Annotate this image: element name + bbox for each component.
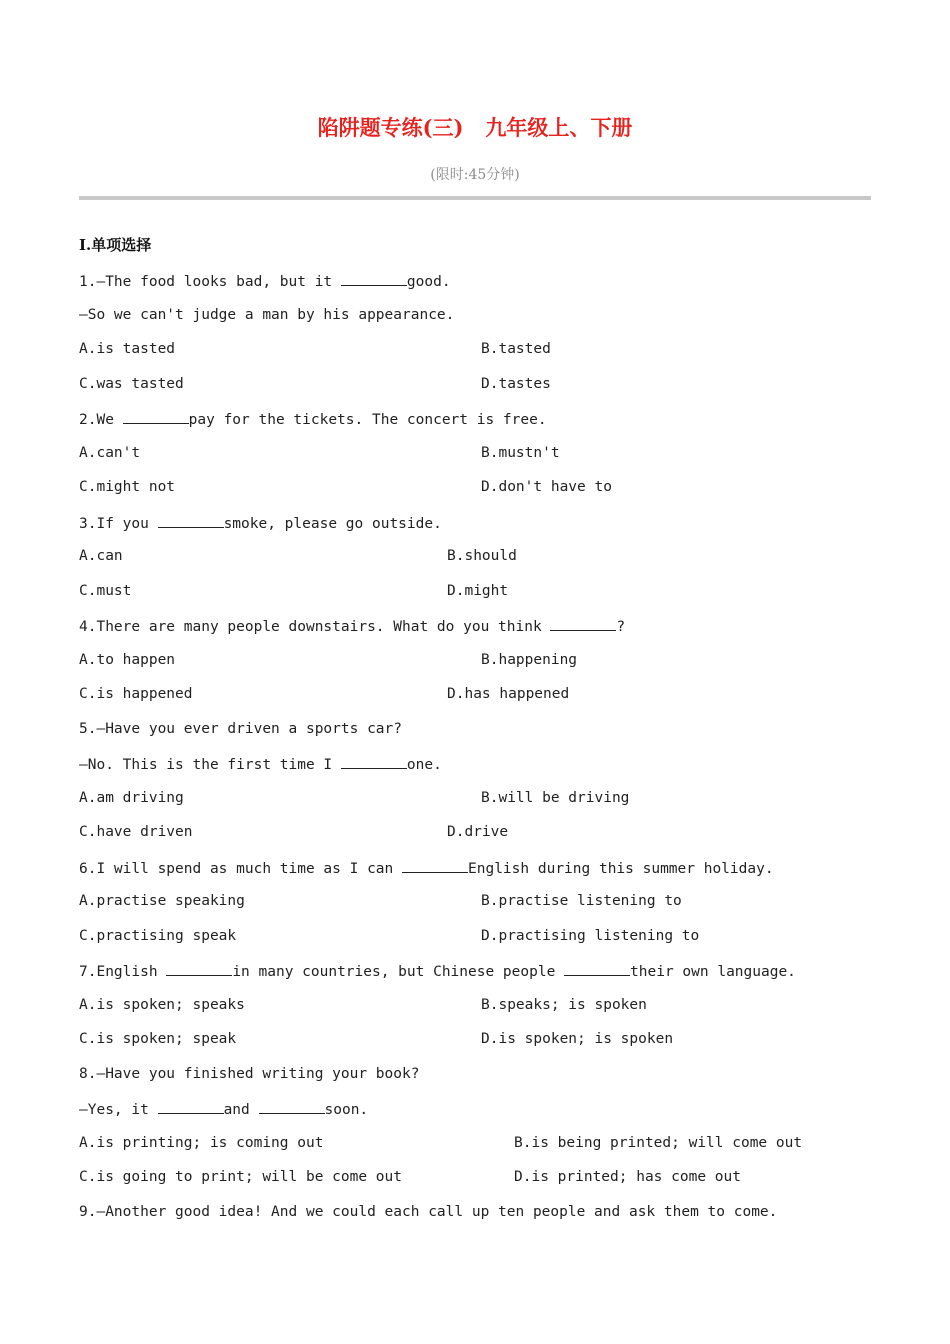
option-d[interactable]: D.practising listening to [481,927,700,944]
option-b[interactable]: B.practise listening to [481,893,682,909]
option-a[interactable]: A.to happen [79,651,176,668]
option-b[interactable]: B.happening [481,651,578,668]
page-title: 陷阱题专练(三) 九年级上、下册 [317,115,633,140]
option-c[interactable]: C.must [79,582,132,599]
answer-blank [259,1098,325,1114]
option-d[interactable]: D.tastes [481,375,551,392]
header-divider [79,196,871,200]
stem-text: soon. [324,1102,369,1118]
option-a[interactable]: A.is spoken; speaks [79,996,245,1013]
option-a[interactable]: A.practise speaking [79,893,245,909]
stem-text: ? [616,619,626,635]
question-stem-line [79,960,796,982]
stem-text: pay for the tickets. The concert is free. [188,412,547,428]
answer-blank [341,753,407,769]
answer-blank [123,408,189,424]
option-d[interactable]: D.is spoken; is spoken [481,1031,674,1047]
stem-text: 3.If you [79,515,158,532]
stem-text: 2.We [79,412,123,428]
stem-text: smoke, please go outside. [223,515,442,532]
stem-text: —No. This is the first time I [79,757,341,773]
question-stem-line [79,1064,419,1084]
option-b[interactable]: B.is being printed; will come out [514,1134,803,1151]
stem-text: 1.—The food looks bad, but it [79,274,341,290]
option-a[interactable]: A.is printing; is coming out [79,1134,324,1151]
stem-text: 5.—Have you ever driven a sports car? [79,720,403,737]
option-d[interactable]: D.might [447,582,509,599]
answer-blank [158,512,224,528]
section-heading: Ⅰ.单项选择 [79,236,152,254]
stem-text: in many countries, but Chinese people [232,964,565,980]
option-a[interactable]: A.can [79,548,123,564]
answer-blank [341,270,407,286]
stem-text: 8.—Have you finished writing your book? [79,1065,420,1082]
question-stem-line [79,305,454,325]
time-limit: (限时:45分钟) [430,167,520,183]
option-b[interactable]: B.tasted [481,341,551,357]
option-b[interactable]: B.speaks; is spoken [481,996,647,1013]
option-c[interactable]: C.might not [79,479,176,495]
stem-text: —Yes, it [79,1102,158,1118]
option-b[interactable]: B.should [447,548,517,564]
option-b[interactable]: B.will be driving [481,789,630,806]
stem-text: 9.—Another good idea! And we could each call up ten people and ask them to come. [79,1203,778,1220]
stem-text: 6.I will spend as much time as I can [79,860,403,877]
option-a[interactable]: A.am driving [79,789,184,806]
option-c[interactable]: C.was tasted [79,375,184,392]
question-stem-line [79,615,625,637]
answer-blank [166,960,232,976]
option-d[interactable]: D.has happened [447,686,570,702]
option-c[interactable]: C.is going to print; will be come out [79,1169,403,1185]
option-c[interactable]: C.have driven [79,824,193,840]
option-d[interactable]: D.is printed; has come out [514,1169,741,1185]
option-c[interactable]: C.is happened [79,686,193,702]
option-c[interactable]: C.is spoken; speak [79,1031,237,1047]
stem-text: 7.English [79,964,167,980]
question-stem-line [79,1202,777,1222]
option-b[interactable]: B.mustn't [481,444,560,461]
question-stem-line [79,1098,368,1120]
option-d[interactable]: D.drive [447,824,509,840]
option-d[interactable]: D.don't have to [481,479,612,495]
answer-blank [564,960,630,976]
stem-text: and [223,1102,259,1118]
question-stem-line [79,857,774,879]
option-c[interactable]: C.practising speak [79,927,237,944]
answer-blank [550,615,616,631]
stem-text: one. [406,757,442,773]
option-a[interactable]: A.is tasted [79,341,176,357]
question-stem-line [79,753,442,775]
option-a[interactable]: A.can't [79,444,141,461]
stem-text: their own language. [630,964,796,980]
question-stem-line [79,512,442,534]
question-stem-line [79,408,547,430]
stem-text: —So we can't judge a man by his appearance. [79,306,455,323]
stem-text: English during this summer holiday. [468,860,774,877]
answer-blank [402,857,468,873]
stem-text: 4.There are many people downstairs. What do you think [79,619,551,635]
question-stem-line [79,719,402,739]
question-stem-line [79,270,451,292]
stem-text: good. [406,274,451,290]
answer-blank [158,1098,224,1114]
